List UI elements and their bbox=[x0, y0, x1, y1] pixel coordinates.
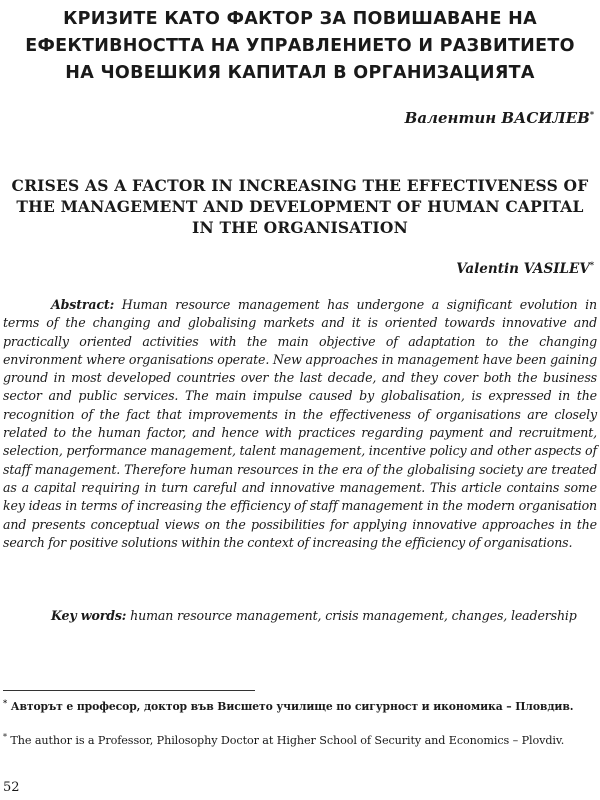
keywords-text: human resource management, crisis management, changes, leadership bbox=[130, 608, 577, 623]
keywords-label: Key words: bbox=[51, 608, 127, 623]
bulgarian-author-footnote-mark: * bbox=[589, 109, 594, 119]
footnote-separator bbox=[3, 690, 255, 691]
abstract-text: Human resource management has undergone a significant evolution in terms of the changing and globalising markets and it is oriented towards innovative and practically oriented activities with the main objective of adaptation to the changing environment where organisations operate. New approaches in management have been gaining ground in most developed countries over the last decade, and they cover both the business sector and public services. The main impulse caused by globalisation, is expressed in the recognition of the fact that improvements in the effectiveness of organisations are closely related to the human factor, and hence with practices regarding payment and recruitment, selection, performance management, talent management, incentive policy and other aspects of staff management. Therefore human resources in the era of the globalising society are treated as a capital requiring in turn careful and innovative management. This article contains some key ideas in terms of increasing the efficiency of staff management in the modern organisation and presents conceptual views on the possibilities for applying innovative approaches in the search for positive solutions within the context of increasing the efficiency of organisations. bbox=[3, 297, 597, 550]
abstract-paragraph bbox=[3, 296, 597, 552]
footnote-english-mark: * bbox=[3, 732, 7, 742]
bulgarian-author bbox=[405, 108, 594, 128]
abstract-label: Abstract: bbox=[51, 297, 115, 312]
english-title: CRISES AS A FACTOR IN INCREASING THE EFFECTIVENESS OF THE MANAGEMENT AND DEVELOPMENT OF HUMAN CAPITAL IN THE ORGANISATION bbox=[11, 176, 589, 237]
footnote-bulgarian-mark: * bbox=[3, 697, 8, 708]
footnote-english-text: The author is a Professor, Philosophy Doctor at Higher School of Security and Economics – Plovdiv. bbox=[10, 734, 565, 747]
page-number: 52 bbox=[3, 780, 20, 795]
footnote-english bbox=[3, 733, 597, 749]
english-author bbox=[456, 260, 594, 278]
english-author-name: Valentin VASILEV bbox=[456, 261, 590, 277]
bulgarian-author-name: Валентин ВАСИЛЕВ bbox=[404, 109, 590, 127]
footnote-bulgarian-text: Авторът е професор, доктор във Висшето училище по сигурност и икономика – Пловдив. bbox=[10, 700, 574, 713]
bulgarian-title: КРИЗИТЕ КАТО ФАКТОР ЗА ПОВИШАВАНЕ НА ЕФЕКТИВНОСТТА НА УПРАВЛЕНИЕТО И РАЗВИТИЕТО НА ЧОВЕШКИЯ КАПИТАЛ В ОРГАНИЗАЦИЯТА bbox=[25, 9, 575, 83]
english-author-footnote-mark: * bbox=[589, 259, 594, 270]
keywords-paragraph bbox=[3, 607, 597, 625]
footnote-bulgarian bbox=[3, 699, 597, 715]
